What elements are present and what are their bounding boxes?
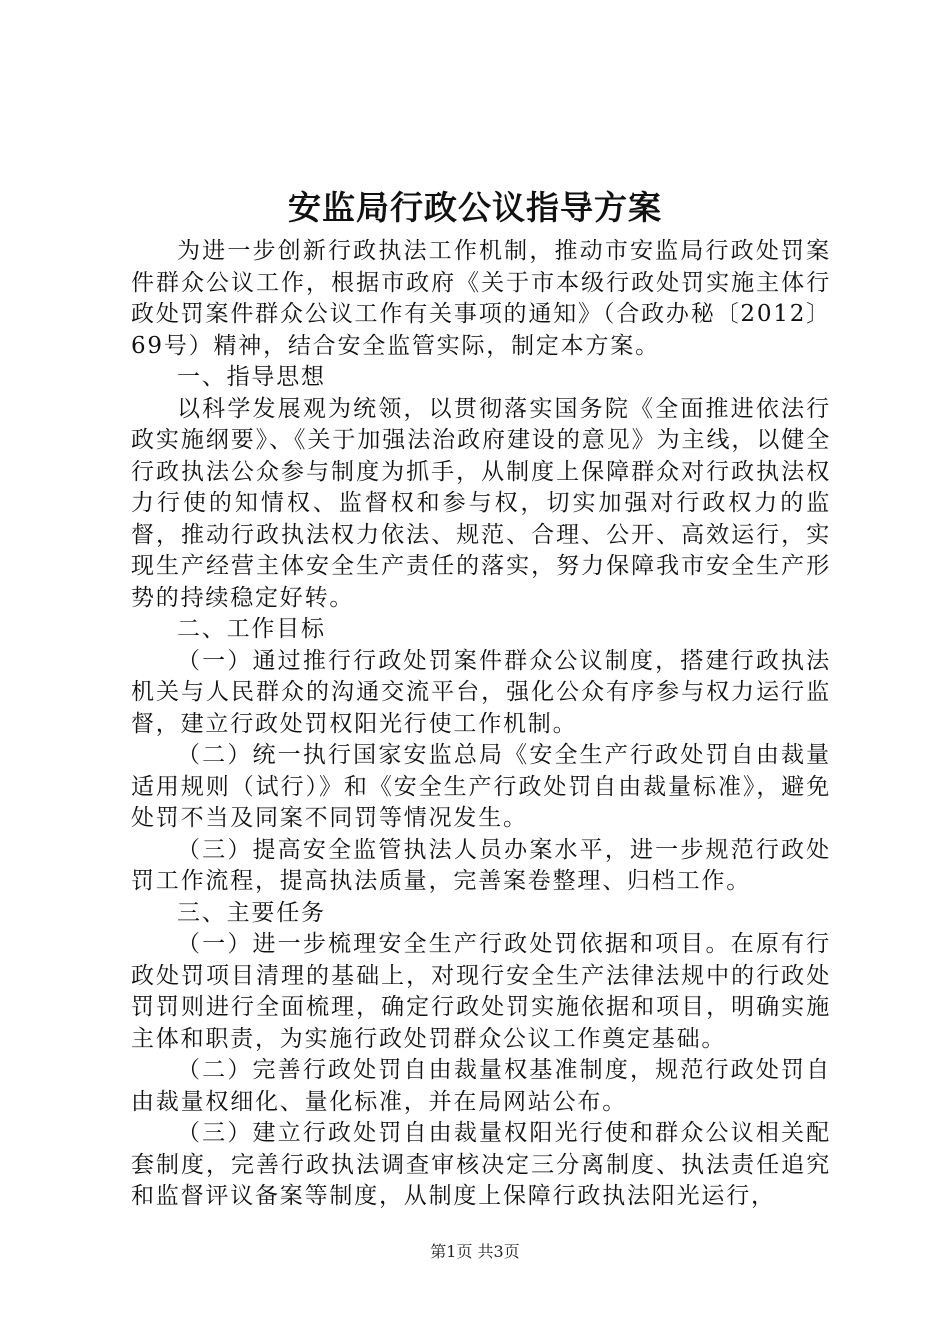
paragraph-task-3: （三）建立行政处罚自由裁量权阳光行使和群众公议相关配套制度，完善行政执法调查审核决定三分离制度、执法责任追究和监督评议备案等制度，从制度上保障行政执法阳光运行， [131, 1120, 831, 1209]
section-heading-work-goals: 二、工作目标 [177, 616, 326, 642]
document-title: 安监局行政公议指导方案 [288, 188, 662, 227]
paragraph-task-1: （一）进一步梳理安全生产行政处罚依据和项目。在原有行政处罚项目清理的基础上，对现行安全生产法律法规中的行政处罚罚则进行全面梳理，确定行政处罚实施依据和项目，明确实施主体和职责，为实施行政处罚群众公议工作奠定基础。 [131, 931, 831, 1052]
paragraph-goal-3: （三）提高安全监管执法人员办案水平，进一步规范行政处罚工作流程，提高执法质量，完善案卷整理、归档工作。 [131, 836, 831, 894]
paragraph-goal-1: （一）通过推行行政处罚案件群众公议制度，搭建行政执法机关与人民群众的沟通交流平台，强化公众有序参与权力运行监督，建立行政处罚权阳光行使工作机制。 [131, 647, 831, 737]
paragraph-intro: 为进一步创新行政执法工作机制，推动市安监局行政处罚案件群众公议工作，根据市政府《关于市本级行政处罚实施主体行政处罚案件群众公议工作有关事项的通知》（合政办秘〔2012〕69号）精神，结合安全监管实际，制定本方案。 [131, 238, 831, 359]
paragraph-goal-2: （二）统一执行国家安监总局《安全生产行政处罚自由裁量适用规则（试行）》和《安全生产行政处罚自由裁量标准》，避免处罚不当及同案不同罚等情况发生。 [131, 742, 831, 831]
section-heading-guiding-ideology: 一、指导思想 [177, 364, 326, 390]
page-number-footer: 第1页 共3页 [430, 1242, 520, 1261]
document-body [131, 236, 831, 1213]
paragraph-task-2: （二）完善行政处罚自由裁量权基准制度，规范行政处罚自由裁量权细化、量化标准，并在局网站公布。 [131, 1057, 831, 1115]
paragraph-guiding-ideology: 以科学发展观为统领，以贯彻落实国务院《全面推进依法行政实施纲要》、《关于加强法治政府建设的意见》为主线，以健全行政执法公众参与制度为抓手，从制度上保障群众对行政执法权力行使的知情权、监督权和参与权，切实加强对行政权力的监督，推动行政执法权力依法、规范、合理、公开、高效运行，实现生产经营主体安全生产责任的落实，努力保障我市安全生产形势的持续稳定好转。 [131, 395, 831, 611]
section-heading-main-tasks: 三、主要任务 [177, 899, 326, 926]
